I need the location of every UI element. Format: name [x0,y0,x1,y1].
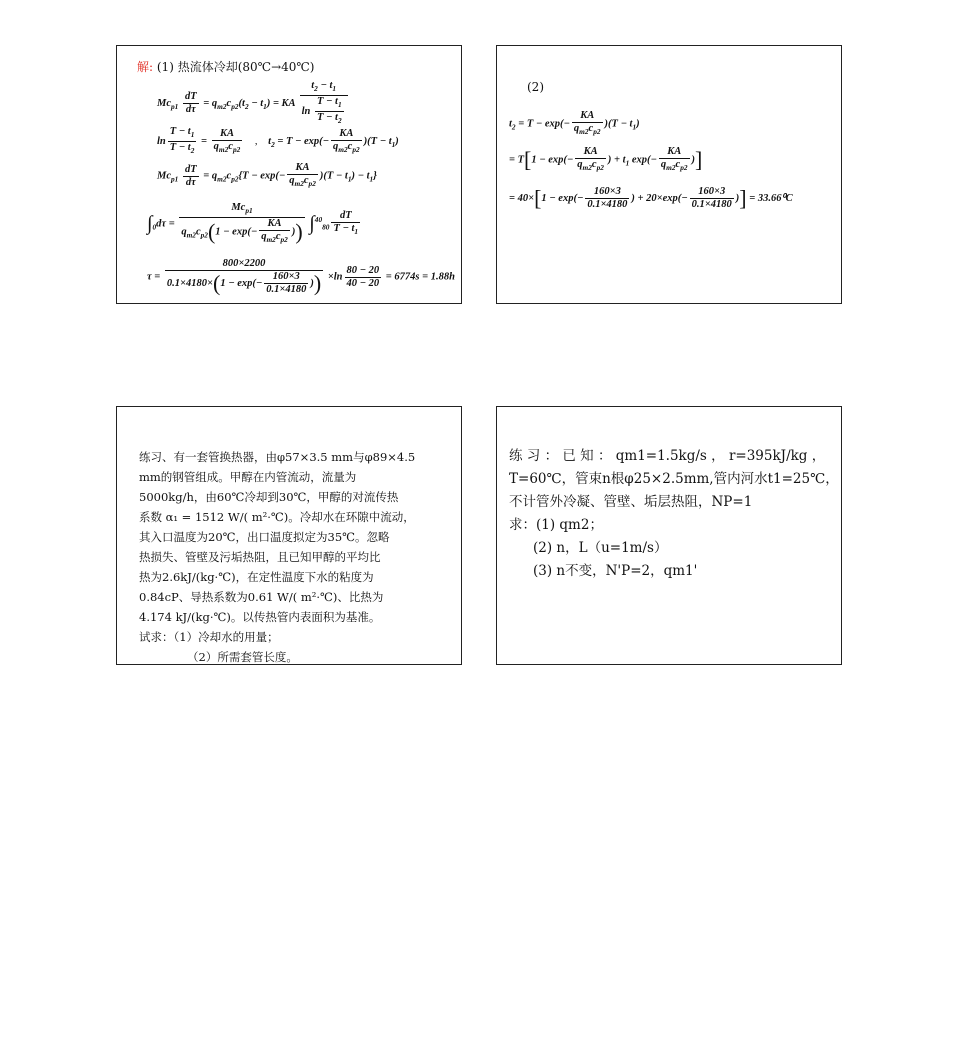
exercise-line-2: mm的钢管组成。甲醇在内管流动，流量为 [139,470,357,484]
slide-4-exercise [496,406,842,665]
equation-7: = T[1 − exp(− $\frac{KA}{q_{m2}c_{p2}}$ ) + $t_1$ exp(− $\frac{KA}{q_{m2}c_{p2}}$ )] [509,146,703,173]
exercise2-line-1: 练 习 ： 已 知 ： qm1=1.5kg/s ， r=395kJ/kg ， [509,448,826,464]
equation-separator: , [254,136,258,147]
equation-2: ln $\frac{T - t_1}{T - t_2}$ = $\frac{KA}{q_{m2}c_{p2}}$ , $t_2 = T - \exp(-$ $\frac{KA}{q_{m2}c_{p2}}$ )$(T - t_1)$ [157,126,399,156]
exercise2-line-6: (3) n不变，N'P=2，qm1' [533,563,698,579]
exercise-line-9: 4.174 kJ/(kg·℃)。以传热管内表面积为基准。 [139,610,381,624]
equation-6: $t_2 = T - \exp(-$ $\frac{KA}{q_{m2}c_{p2}}$ )$(T - t_1)$ [509,110,640,137]
result-time: = 6774s = 1.88h [385,271,455,283]
exercise2-line-4: 求：(1) qm2； [509,517,603,533]
exercise-line-5: 其入口温度为20℃，出口温度拟定为35℃。忽略 [139,530,390,544]
solution-label: 解: [137,60,154,74]
exercise-line-10: 试求：（1）冷却水的用量； [139,630,279,644]
slide-3-exercise [116,406,462,665]
equation-1: $Mc_{p1}$ $\frac{dT}{d\tau}$ = $q_{m2}c_{p2}(t_2 - t_1)$ = KA $t_2 - t_1$ ln $\frac{T - t_1}{T - t_2}$ [157,80,350,127]
exercise-line-1: 练习、有一套管换热器，由φ57×3.5 mm与φ89×4.5 [139,450,416,464]
exercise-line-7: 热为2.6kJ/(kg·℃)，在定性温度下水的粘度为 [139,570,374,584]
exercise2-text [509,445,839,583]
result-temperature: = 33.66⁰C [749,192,793,204]
equation-8: = 40×[1 − exp(− $\frac{160\times 3}{0.1\times 4180}$ ) + 20×exp(− $\frac{160\times 3}{0.1\times 4180}$ )] = 33.66⁰C [509,185,793,211]
exercise-line-4: 系数 α₁ = 1512 W/( m²·℃)。冷却水在环隙中流动， [139,510,415,524]
exercise-line-3: 5000kg/h，由60℃冷却到30℃，甲醇的对流传热 [139,490,399,504]
exercise2-line-3: 不计管外冷凝、管壁、垢层热阻，NP=1 [509,494,753,510]
slide-2-solution-part2 [496,45,842,304]
exercise-line-6: 热损失、管壁及污垢热阻，且已知甲醇的平均比 [139,550,381,564]
equation-3: $Mc_{p1}$ $\frac{dT}{d\tau}$ = $q_{m2}c_{p2}\{T - \exp(-$ $\frac{KA}{q_{m2}c_{p2}}$ )$(T - t_1) - t_1$} [157,162,377,189]
part1-title: (1) 热流体冷却(80℃→40℃) [156,60,315,74]
exercise-line-8: 0.84cP、导热系数为0.61 W/( m²·℃)、比热为 [139,590,384,604]
equation-5: τ = 800×2200 0.1×4180×(1 − exp(− $\frac{160\times 3}{0.1\times 4180}$ )) ×ln $\frac{80 - 20}{40 - 20}$ = 6774s = 1.88h [147,258,455,296]
exercise-text [139,447,415,667]
equation-4: $\int_0d\tau$ = $Mc_{p1}$ $q_{m2}c_{p2}(1 - \exp(-$ $\frac{KA}{q_{m2}c_{p2}}$ )) ∫$^{40}_{80}$ $\frac{dT}{T - t_1}$ [147,202,359,245]
exercise2-line-5: (2) n，L（u=1m/s） [533,540,668,556]
slide-1-solution-part1 [116,45,462,304]
exercise2-line-2: T=60℃，管束n根φ25×2.5mm,管内河水t1=25℃， [509,471,839,487]
exercise-line-11: （2）所需套管长度。 [187,650,298,664]
part2-label: (2) [527,80,544,94]
